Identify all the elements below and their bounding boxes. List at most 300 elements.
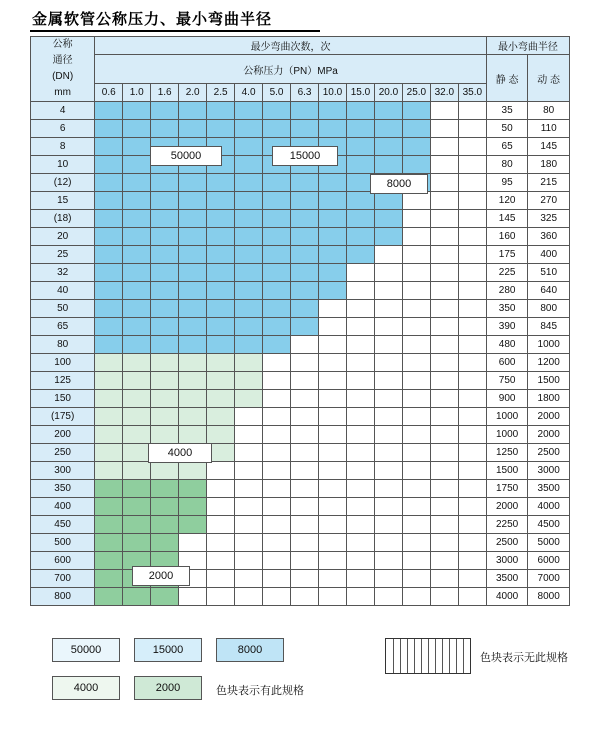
- dn-value: 6: [31, 120, 95, 138]
- spec-cell: [319, 300, 347, 318]
- radius-dynamic-value: 360: [528, 228, 570, 246]
- table-row: [31, 174, 570, 192]
- radius-static-value: 1250: [486, 444, 527, 462]
- dn-value: 15: [31, 192, 95, 210]
- spec-cell: [319, 372, 347, 390]
- spec-cell: [151, 120, 179, 138]
- radius-dynamic-value: 180: [528, 156, 570, 174]
- spec-cell: [374, 336, 402, 354]
- spec-cell: [179, 300, 207, 318]
- spec-cell: [346, 336, 374, 354]
- spec-cell: [235, 354, 263, 372]
- radius-dynamic-value: 80: [528, 102, 570, 120]
- radius-static-value: 35: [486, 102, 527, 120]
- spec-cell: [291, 264, 319, 282]
- spec-cell: [374, 444, 402, 462]
- spec-cell: [207, 336, 235, 354]
- table-row: [31, 246, 570, 264]
- spec-cell: [291, 120, 319, 138]
- spec-cell: [458, 120, 486, 138]
- radius-dynamic-value: 145: [528, 138, 570, 156]
- spec-cell: [291, 426, 319, 444]
- spec-cell: [430, 318, 458, 336]
- spec-cell: [179, 210, 207, 228]
- spec-cell: [207, 210, 235, 228]
- pn-tick-0: 0.6: [95, 84, 123, 102]
- radius-static-value: 145: [486, 210, 527, 228]
- spec-cell: [402, 138, 430, 156]
- spec-cell: [151, 282, 179, 300]
- dn-value: 125: [31, 372, 95, 390]
- bend-count-header: 最少弯曲次数，次: [95, 37, 487, 55]
- spec-cell: [95, 228, 123, 246]
- spec-cell: [402, 192, 430, 210]
- spec-cell: [235, 282, 263, 300]
- spec-cell: [402, 390, 430, 408]
- spec-cell: [123, 264, 151, 282]
- spec-cell: [458, 300, 486, 318]
- dn-value: 700: [31, 570, 95, 588]
- spec-cell: [123, 228, 151, 246]
- pn-tick-4: 2.5: [207, 84, 235, 102]
- hatch-line: [456, 639, 457, 673]
- pn-tick-7: 6.3: [291, 84, 319, 102]
- spec-cell: [346, 156, 374, 174]
- dn-header-line-1: 通径: [52, 55, 73, 66]
- spec-cell: [458, 426, 486, 444]
- table-row: [31, 120, 570, 138]
- spec-cell: [123, 120, 151, 138]
- legend-hatch-note: 色块表示无此规格: [480, 652, 568, 664]
- spec-cell: [346, 138, 374, 156]
- spec-cell: [346, 588, 374, 606]
- table-row: [31, 300, 570, 318]
- radius-static-value: 480: [486, 336, 527, 354]
- spec-cell: [235, 156, 263, 174]
- spec-cell: [374, 138, 402, 156]
- spec-cell: [319, 552, 347, 570]
- spec-cell: [235, 102, 263, 120]
- spec-cell: [123, 390, 151, 408]
- table-row: [31, 282, 570, 300]
- spec-cell: [123, 156, 151, 174]
- radius-static-value: 1500: [486, 462, 527, 480]
- spec-cell: [402, 462, 430, 480]
- spec-cell: [430, 264, 458, 282]
- spec-cell: [458, 372, 486, 390]
- spec-cell: [346, 516, 374, 534]
- dn-value: 50: [31, 300, 95, 318]
- table-row: [31, 552, 570, 570]
- spec-cell: [179, 462, 207, 480]
- spec-cell: [319, 534, 347, 552]
- radius-dynamic-value: 845: [528, 318, 570, 336]
- table-head: [31, 37, 570, 102]
- table-row: [31, 444, 570, 462]
- spec-cell: [458, 336, 486, 354]
- spec-cell: [402, 282, 430, 300]
- spec-cell: [95, 336, 123, 354]
- spec-cell: [235, 480, 263, 498]
- pn-tick-3: 2.0: [179, 84, 207, 102]
- spec-cell: [458, 498, 486, 516]
- spec-cell: [374, 588, 402, 606]
- spec-cell: [235, 120, 263, 138]
- spec-cell: [95, 588, 123, 606]
- spec-cell: [430, 300, 458, 318]
- spec-cell: [95, 426, 123, 444]
- spec-cell: [374, 480, 402, 498]
- spec-cell: [179, 426, 207, 444]
- spec-cell: [263, 516, 291, 534]
- spec-cell: [235, 174, 263, 192]
- spec-cell: [263, 534, 291, 552]
- table-body: [31, 102, 570, 606]
- spec-cell: [291, 516, 319, 534]
- spec-cell: [346, 480, 374, 498]
- spec-cell: [319, 210, 347, 228]
- radius-static-value: 50: [486, 120, 527, 138]
- spec-cell: [263, 318, 291, 336]
- spec-cell: [95, 318, 123, 336]
- spec-cell: [346, 570, 374, 588]
- spec-cell: [235, 390, 263, 408]
- spec-cell: [374, 462, 402, 480]
- radius-static-value: 160: [486, 228, 527, 246]
- spec-cell: [319, 318, 347, 336]
- spec-cell: [95, 282, 123, 300]
- spec-cell: [151, 300, 179, 318]
- radius-dynamic-value: 3000: [528, 462, 570, 480]
- spec-cell: [430, 408, 458, 426]
- spec-cell: [319, 570, 347, 588]
- table-row: [31, 192, 570, 210]
- dn-value: 65: [31, 318, 95, 336]
- table-row: [31, 318, 570, 336]
- spec-cell: [430, 156, 458, 174]
- spec-cell: [291, 588, 319, 606]
- spec-cell: [151, 354, 179, 372]
- spec-cell: [263, 570, 291, 588]
- spec-cell: [151, 246, 179, 264]
- spec-cell: [374, 516, 402, 534]
- hatch-line: [400, 639, 401, 673]
- spec-cell: [402, 264, 430, 282]
- spec-cell: [123, 336, 151, 354]
- spec-cell: [402, 246, 430, 264]
- spec-cell: [291, 390, 319, 408]
- dn-value: 200: [31, 426, 95, 444]
- spec-cell: [402, 570, 430, 588]
- radius-static-value: 225: [486, 264, 527, 282]
- spec-cell: [235, 462, 263, 480]
- dn-value: 10: [31, 156, 95, 174]
- spec-cell: [235, 444, 263, 462]
- dn-value: 450: [31, 516, 95, 534]
- radius-static-value: 4000: [486, 588, 527, 606]
- spec-table: [30, 36, 570, 606]
- radius-dynamic-value: 325: [528, 210, 570, 228]
- dn-header-line-3: mm: [54, 87, 71, 98]
- spec-cell: [263, 120, 291, 138]
- spec-cell: [207, 282, 235, 300]
- spec-cell: [402, 480, 430, 498]
- spec-cell: [207, 300, 235, 318]
- spec-cell: [123, 498, 151, 516]
- spec-cell: [430, 570, 458, 588]
- spec-cell: [235, 246, 263, 264]
- spec-cell: [263, 246, 291, 264]
- spec-cell: [235, 264, 263, 282]
- table-row: [31, 462, 570, 480]
- spec-cell: [374, 210, 402, 228]
- spec-cell: [374, 570, 402, 588]
- spec-cell: [430, 192, 458, 210]
- spec-cell: [291, 246, 319, 264]
- spec-cell: [430, 444, 458, 462]
- spec-cell: [263, 192, 291, 210]
- spec-cell: [430, 120, 458, 138]
- spec-cell: [346, 354, 374, 372]
- spec-cell: [95, 408, 123, 426]
- spec-cell: [95, 210, 123, 228]
- spec-cell: [207, 390, 235, 408]
- table-row: [31, 408, 570, 426]
- spec-cell: [207, 192, 235, 210]
- spec-cell: [95, 444, 123, 462]
- spec-cell: [95, 462, 123, 480]
- spec-cell: [151, 318, 179, 336]
- hatch-line: [414, 639, 415, 673]
- spec-cell: [207, 246, 235, 264]
- spec-cell: [207, 588, 235, 606]
- spec-cell: [319, 462, 347, 480]
- radius-static-value: 80: [486, 156, 527, 174]
- spec-cell: [402, 102, 430, 120]
- dn-value: 25: [31, 246, 95, 264]
- spec-cell: [123, 174, 151, 192]
- dn-value: 250: [31, 444, 95, 462]
- dn-value: 800: [31, 588, 95, 606]
- spec-cell: [319, 516, 347, 534]
- spec-cell: [346, 102, 374, 120]
- spec-cell: [374, 228, 402, 246]
- spec-cell: [402, 426, 430, 444]
- spec-cell: [346, 264, 374, 282]
- spec-cell: [374, 102, 402, 120]
- table-row: [31, 588, 570, 606]
- radius-static-value: 900: [486, 390, 527, 408]
- spec-cell: [235, 210, 263, 228]
- spec-cell: [263, 480, 291, 498]
- spec-cell: [207, 534, 235, 552]
- spec-cell: [430, 174, 458, 192]
- spec-cell: [374, 156, 402, 174]
- spec-cell: [402, 588, 430, 606]
- spec-cell: [179, 318, 207, 336]
- spec-cell: [123, 444, 151, 462]
- dn-value: (18): [31, 210, 95, 228]
- spec-cell: [291, 210, 319, 228]
- spec-cell: [151, 516, 179, 534]
- spec-cell: [179, 390, 207, 408]
- callout-8000: 8000: [370, 174, 428, 194]
- spec-cell: [95, 192, 123, 210]
- radius-header: 最小弯曲半径: [486, 37, 569, 55]
- spec-cell: [235, 552, 263, 570]
- radius-dynamic-value: 6000: [528, 552, 570, 570]
- spec-cell: [263, 228, 291, 246]
- hatch-line: [442, 639, 443, 673]
- radius-dynamic-value: 270: [528, 192, 570, 210]
- spec-cell: [95, 174, 123, 192]
- spec-cell: [430, 480, 458, 498]
- spec-cell: [374, 300, 402, 318]
- spec-cell: [291, 534, 319, 552]
- spec-cell: [402, 372, 430, 390]
- spec-cell: [291, 318, 319, 336]
- spec-cell: [151, 264, 179, 282]
- spec-cell: [319, 426, 347, 444]
- spec-cell: [179, 102, 207, 120]
- spec-cell: [291, 192, 319, 210]
- spec-cell: [319, 120, 347, 138]
- spec-cell: [235, 570, 263, 588]
- spec-cell: [123, 300, 151, 318]
- spec-cell: [346, 210, 374, 228]
- table-row: [31, 210, 570, 228]
- spec-cell: [263, 372, 291, 390]
- spec-cell: [179, 588, 207, 606]
- spec-cell: [319, 588, 347, 606]
- spec-cell: [151, 408, 179, 426]
- legend: [30, 636, 570, 716]
- spec-cell: [123, 588, 151, 606]
- pn-tick-12: 32.0: [430, 84, 458, 102]
- spec-cell: [458, 570, 486, 588]
- legend-color-note: 色块表示有此规格: [216, 685, 304, 697]
- legend-box-4000: 4000: [52, 676, 120, 700]
- spec-cell: [123, 534, 151, 552]
- spec-cell: [346, 390, 374, 408]
- spec-cell: [458, 588, 486, 606]
- table-row: [31, 480, 570, 498]
- spec-cell: [402, 552, 430, 570]
- spec-cell: [207, 570, 235, 588]
- dn-value: 350: [31, 480, 95, 498]
- spec-cell: [179, 336, 207, 354]
- spec-cell: [207, 318, 235, 336]
- spec-cell: [95, 498, 123, 516]
- table-row: [31, 570, 570, 588]
- spec-cell: [291, 552, 319, 570]
- spec-cell: [346, 300, 374, 318]
- spec-cell: [235, 300, 263, 318]
- spec-cell: [95, 372, 123, 390]
- spec-cell: [458, 534, 486, 552]
- table-row: [31, 516, 570, 534]
- dn-value: 300: [31, 462, 95, 480]
- spec-cell: [291, 498, 319, 516]
- hatch-line: [428, 639, 429, 673]
- spec-cell: [374, 192, 402, 210]
- spec-cell: [402, 300, 430, 318]
- spec-cell: [235, 426, 263, 444]
- radius-static-value: 1000: [486, 426, 527, 444]
- spec-cell: [95, 102, 123, 120]
- radius-dynamic-value: 4500: [528, 516, 570, 534]
- spec-cell: [151, 390, 179, 408]
- spec-cell: [374, 120, 402, 138]
- spec-cell: [179, 192, 207, 210]
- spec-cell: [235, 498, 263, 516]
- spec-cell: [346, 408, 374, 426]
- spec-cell: [458, 480, 486, 498]
- table-row: [31, 426, 570, 444]
- spec-cell: [319, 228, 347, 246]
- spec-cell: [402, 336, 430, 354]
- hatch-line: [407, 639, 408, 673]
- spec-cell: [430, 210, 458, 228]
- radius-static-value: 1000: [486, 408, 527, 426]
- table-row: [31, 534, 570, 552]
- spec-cell: [346, 246, 374, 264]
- pn-tick-9: 15.0: [346, 84, 374, 102]
- spec-cell: [235, 192, 263, 210]
- table-row: [31, 102, 570, 120]
- radius-dynamic-value: 400: [528, 246, 570, 264]
- spec-cell: [402, 534, 430, 552]
- header-row-2: [31, 55, 570, 84]
- spec-cell: [263, 264, 291, 282]
- spec-cell: [263, 282, 291, 300]
- spec-cell: [430, 246, 458, 264]
- spec-cell: [458, 246, 486, 264]
- dn-value: 600: [31, 552, 95, 570]
- spec-cell: [263, 408, 291, 426]
- radius-dynamic-value: 800: [528, 300, 570, 318]
- callout-4000: 4000: [148, 443, 212, 463]
- spec-cell: [207, 120, 235, 138]
- spec-cell: [319, 444, 347, 462]
- dn-value: 500: [31, 534, 95, 552]
- radius-static-header: 静 态: [486, 55, 527, 102]
- spec-cell: [151, 534, 179, 552]
- spec-cell: [235, 534, 263, 552]
- radius-static-value: 120: [486, 192, 527, 210]
- spec-cell: [374, 282, 402, 300]
- spec-cell: [374, 246, 402, 264]
- spec-cell: [374, 498, 402, 516]
- spec-cell: [235, 516, 263, 534]
- spec-cell: [346, 228, 374, 246]
- table-row: [31, 264, 570, 282]
- spec-cell: [123, 354, 151, 372]
- spec-cell: [207, 372, 235, 390]
- spec-cell: [151, 174, 179, 192]
- dn-value: 400: [31, 498, 95, 516]
- spec-cell: [374, 372, 402, 390]
- spec-cell: [235, 138, 263, 156]
- spec-cell: [151, 336, 179, 354]
- spec-cell: [151, 372, 179, 390]
- table-row: [31, 228, 570, 246]
- callout-2000: 2000: [132, 566, 190, 586]
- spec-cell: [123, 426, 151, 444]
- dn-value: 40: [31, 282, 95, 300]
- spec-cell: [263, 102, 291, 120]
- spec-cell: [235, 408, 263, 426]
